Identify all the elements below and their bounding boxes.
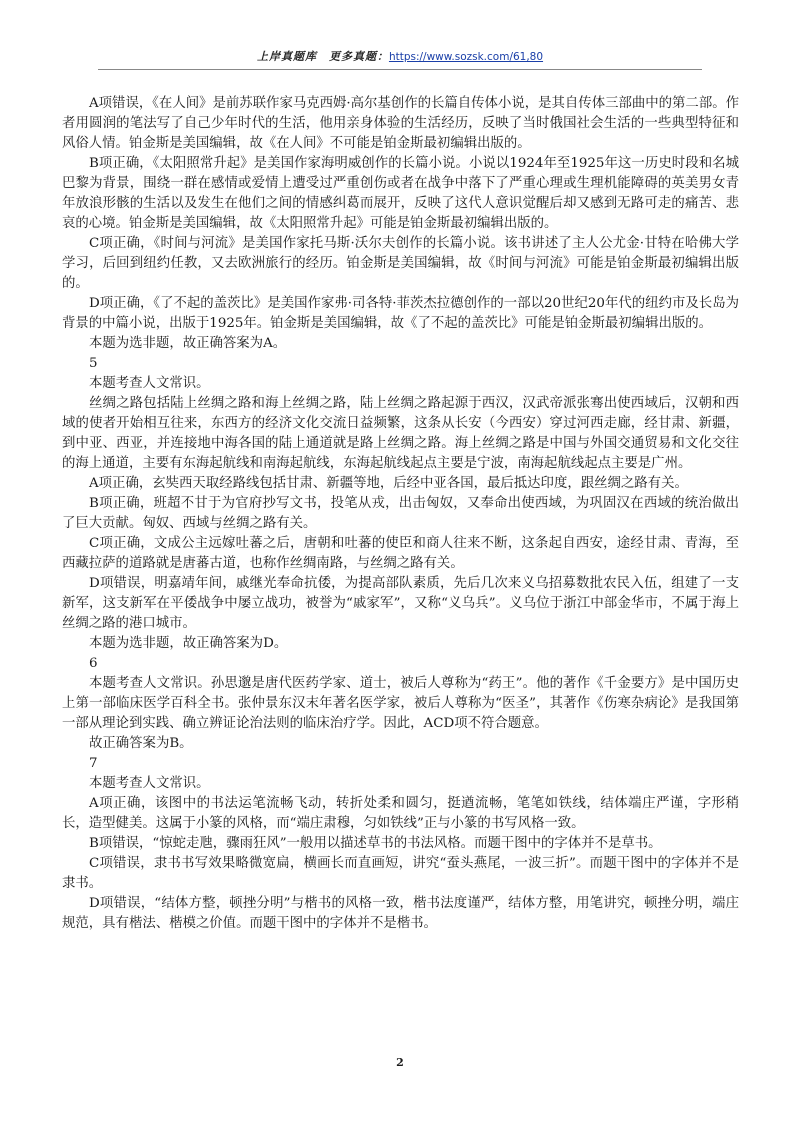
header-divider [98,69,702,70]
question-number: 6 [89,656,98,671]
document-body [62,94,739,934]
page-header [0,50,800,64]
paragraph: A项错误，《在人间》是前苏联作家马克西姆·高尔基创作的长篇自传体小说，是其自传体三部曲中的第二部。作者用圆润的笔法写了自己少年时代的生活，他用亲身体验的生活经历，反映了当时俄国社会生活的一些典型特征和风俗人情。铂金斯是美国编辑，故《在人间》不可能是铂金斯最初编辑出版的。 [62,96,739,151]
paragraph: C项正确，《时间与河流》是美国作家托马斯·沃尔夫创作的长篇小说。该书讲述了主人公尤金·甘特在哈佛大学学习，后回到纽约任教，又去欧洲旅行的经历。铂金斯是美国编辑，故《时间与河流》可能是铂金斯最初编辑出版的。 [62,236,739,291]
paragraph: C项正确，文成公主远嫁吐蕃之后，唐朝和吐蕃的使臣和商人往来不断，这条起自西安，途经甘肃、青海，至西藏拉萨的道路就是唐蕃古道，也称作丝绸南路，与丝绸之路有关。 [62,536,739,571]
paragraph: 丝绸之路包括陆上丝绸之路和海上丝绸之路，陆上丝绸之路起源于西汉，汉武帝派张骞出使西域后，汉朝和西域的使者开始相互往来，东西方的经济文化交流日益频繁，这条从长安（今西安）穿过河西走廊，经甘肃、新疆，到中亚、西亚，并连接地中海各国的陆上通道就是路上丝绸之路。海上丝绸之路是中国与外国交通贸易和文化交往的海上通道，主要有东海起航线和南海起航线，东海起航线起点主要是宁波，南海起航线起点主要是广州。 [62,396,739,471]
source-label: 更多真题： [328,50,389,63]
source-link[interactable]: https://www.sozsk.com/61,80 [388,51,544,63]
paragraph: B项正确，《太阳照常升起》是美国作家海明威创作的长篇小说。小说以1924年至1925年这一历史时段和名城巴黎为背景，围绕一群在感情或爱情上遭受过严重创伤或者在战争中落下了严重心理或生理机能障碍的英美男女青年放浪形骸的生活以及发生在他们之间的情感纠葛而展开，反映了这代人意识觉醒后却又感到无路可走的痛苦、悲哀的心境。铂金斯是美国编辑，故《太阳照常升起》可能是铂金斯最初编辑出版的。 [62,156,739,231]
paragraph: 本题为选非题，故正确答案为D。 [89,636,288,651]
paragraph: B项正确，班超不甘于为官府抄写文书，投笔从戎，出击匈奴，又奉命出使西域，为巩固汉在西域的统治做出了巨大贡献。匈奴、西域与丝绸之路有关。 [62,496,739,531]
paragraph: D项错误，“结体方整，顿挫分明”与楷书的风格一致，楷书法度谨严，结体方整，用笔讲究，顿挫分明，端庄规范，具有楷法、楷模之价值。而题干图中的字体并不是楷书。 [62,896,739,931]
paragraph: 本题考查人文常识。 [89,776,210,791]
paragraph: 本题考查人文常识。 [89,376,210,391]
paragraph: B项错误，“惊蛇走虺，骤雨狂风”一般用以描述草书的书法风格。而题干图中的字体并不是草书。 [89,836,662,851]
paragraph: 本题考查人文常识。孙思邈是唐代医药学家、道士，被后人尊称为“药王”。他的著作《千金要方》是中国历史上第一部临床医学百科全书。张仲景东汉末年著名医学家，被后人尊称为“医圣”，其著作《伤寒杂病论》是我国第一部从理论到实践、确立辨证论治法则的临床治疗学。因此，ACD项不符合题意。 [62,676,739,731]
question-number: 7 [89,756,98,771]
question-number: 5 [89,356,98,371]
paragraph: D项错误，明嘉靖年间，戚继光奉命抗倭，为提高部队素质，先后几次来义乌招募数批农民入伍，组建了一支新军，这支新军在平倭战争中屡立战功，被誉为“戚家军”，又称“义乌兵”。义乌位于浙江中部金华市，不属于海上丝绸之路的港口城市。 [62,576,739,631]
page-number: 2 [396,1056,404,1069]
paragraph: A项正确，该图中的书法运笔流畅飞动，转折处柔和圆匀，挺遒流畅，笔笔如铁线，结体端庄严谨，字形稍长，造型健美。这属于小篆的风格，而“端庄肃穆，匀如铁线”正与小篆的书写风格一致。 [62,796,739,831]
paragraph: 故正确答案为B。 [89,736,193,751]
paragraph: A项正确，玄奘西天取经路线包括甘肃、新疆等地，后经中亚各国，最后抵达印度，跟丝绸之路有关。 [89,476,688,491]
paragraph: 本题为选非题，故正确答案为A。 [89,336,287,351]
paragraph: D项正确，《了不起的盖茨比》是美国作家弗·司各特·菲茨杰拉德创作的一部以20世纪20年代的纽约市及长岛为背景的中篇小说，出版于1925年。铂金斯是美国编辑，故《了不起的盖茨比》可能是铂金斯最初编辑出版的。 [62,296,739,331]
paragraph: C项错误，隶书书写效果略微宽扁，横画长而直画短，讲究“蚕头燕尾，一波三折”。而题干图中的字体并不是隶书。 [62,856,739,891]
brand-name: 上岸真题库 [256,50,317,63]
